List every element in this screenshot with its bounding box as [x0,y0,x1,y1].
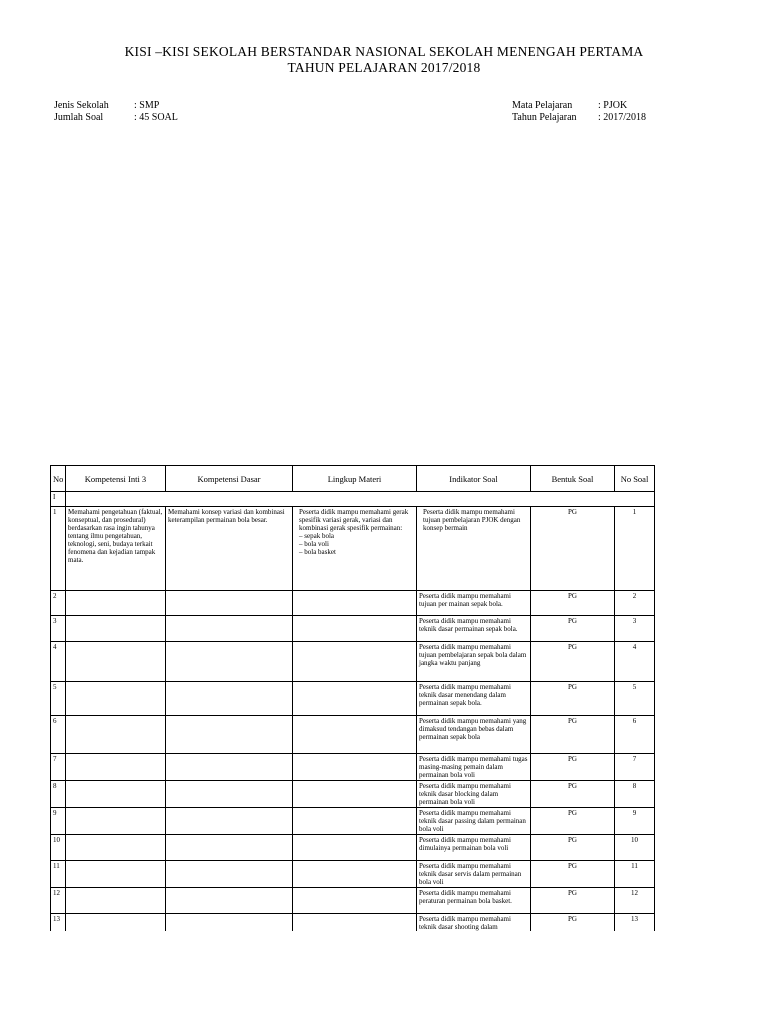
cell-indikator: Peserta didik mampu memahami tujuan pembelajaran PJOK dengan konsep bermain [417,507,531,591]
cell-no: 12 [51,888,66,914]
cell-materi [293,781,417,808]
cell-no: 13 [51,914,66,941]
table-row [51,781,655,808]
cell-bentuk: PG [531,754,615,781]
meta-subject [512,100,627,112]
cell-kd [166,781,293,808]
cell-kd [166,754,293,781]
cell-ki3 [66,754,166,781]
cell-ki3: Memahami pengetahuan (faktual, konseptual, dan prosedural) berdasarkan rasa ingin tahunya tentang ilmu pengetahuan, teknologi, seni, budaya terkait fenomena dan kejadian tampak mata. [66,507,166,591]
meta-value: : SMP [134,100,160,111]
cell-indikator: Peserta didik mampu memahami yang dimaksud tendangan bebas dalam permainan sepak bola [417,716,531,754]
cell-materi [293,861,417,888]
cell-kd [166,682,293,716]
cell-nosoal: 1 [615,507,655,591]
header-materi: Lingkup Materi [293,466,417,492]
cell-materi [293,754,417,781]
cell-indikator: Peserta didik mampu memahami tujuan pembelajaran sepak bola dalam jangka waktu panjang [417,642,531,682]
header-ki3: Kompetensi Inti 3 [66,466,166,492]
cell-nosoal: 8 [615,781,655,808]
meta-value: : 2017/2018 [598,112,647,123]
cell-materi [293,808,417,835]
cell-bentuk: PG [531,808,615,835]
header-nosoal: No Soal [615,466,655,492]
cell-kd [166,835,293,861]
cell-materi [293,888,417,914]
table-row [51,642,655,682]
cell-materi [293,835,417,861]
cell-bentuk: PG [531,781,615,808]
cell-nosoal: 11 [615,861,655,888]
cell-materi [293,591,417,616]
table-row [51,682,655,716]
cell-indikator: Peserta didik mampu memahami teknik dasar servis dalam permainan bola voli [417,861,531,888]
cell-ki3 [66,808,166,835]
cell-indikator: Peserta didik mampu memahami teknik dasar menendang dalam permainan sepak bola. [417,682,531,716]
meta-label: Mata Pelajaran [512,100,573,111]
cell-nosoal: 12 [615,888,655,914]
cell-nosoal: 9 [615,808,655,835]
cell-nosoal: 10 [615,835,655,861]
cell-no: 1 [51,507,66,591]
meta-academic-year [512,112,646,124]
cell-kd: Memahami konsep variasi dan kombinasi keterampilan permainan bola besar. [166,507,293,591]
cell-no: 3 [51,616,66,642]
cell-kd [166,591,293,616]
table-row [51,754,655,781]
cell-bentuk: PG [531,507,615,591]
group-empty-cell [66,492,655,507]
cell-no: 4 [51,642,66,682]
meta-label: Tahun Pelajaran [512,112,577,123]
table-row [51,861,655,888]
cell-nosoal: 3 [615,616,655,642]
cell-indikator: Peserta didik mampu memahami teknik dasar passing dalam permainan bola voli [417,808,531,835]
header-kd: Kompetensi Dasar [166,466,293,492]
meta-school-type [54,100,159,112]
cell-nosoal: 5 [615,682,655,716]
cell-indikator: Peserta didik mampu memahami teknik dasar shooting dalam [417,914,531,941]
cell-materi [293,716,417,754]
cell-nosoal: 2 [615,591,655,616]
table-header-row [51,466,655,492]
header-bentuk: Bentuk Soal [531,466,615,492]
cell-indikator: Peserta didik mampu memahami teknik dasar permainan sepak bola. [417,616,531,642]
cell-nosoal: 6 [615,716,655,754]
cell-ki3 [66,888,166,914]
group-row [51,492,655,507]
cell-ki3 [66,591,166,616]
cell-kd [166,616,293,642]
cell-materi [293,682,417,716]
kisi-kisi-table [50,465,655,941]
cell-kd [166,808,293,835]
cell-bentuk: PG [531,591,615,616]
cell-nosoal: 7 [615,754,655,781]
table-row [51,716,655,754]
cell-ki3 [66,716,166,754]
cell-indikator: Peserta didik mampu memahami teknik dasar blocking dalam permainan bola voli [417,781,531,808]
cell-no: 7 [51,754,66,781]
meta-value: : PJOK [598,100,628,111]
materi-item: – bola voli [299,540,329,548]
page-bottom-margin [0,931,768,1024]
meta-label: Jenis Sekolah [54,100,109,111]
table-row [51,835,655,861]
group-label: I [51,492,66,507]
cell-no: 9 [51,808,66,835]
cell-ki3 [66,781,166,808]
cell-materi [293,642,417,682]
cell-bentuk: PG [531,716,615,754]
document-title-line-2: TAHUN PELAJARAN 2017/2018 [287,60,481,75]
cell-ki3 [66,835,166,861]
cell-bentuk: PG [531,914,615,941]
cell-bentuk: PG [531,642,615,682]
table-row [51,616,655,642]
materi-item: – sepak bola [299,532,334,540]
cell-kd [166,888,293,914]
cell-indikator: Peserta didik mampu memahami dimulainya permainan bola voli [417,835,531,861]
cell-indikator: Peserta didik mampu memahami tugas masing-masing pemain dalam permainan bola voli [417,754,531,781]
cell-nosoal: 13 [615,914,655,941]
meta-label: Jumlah Soal [54,112,104,123]
cell-no: 2 [51,591,66,616]
cell-ki3 [66,616,166,642]
meta-question-count [54,112,178,124]
table-row [51,591,655,616]
cell-kd [166,861,293,888]
cell-bentuk: PG [531,682,615,716]
document-title-line-1: KISI –KISI SEKOLAH BERSTANDAR NASIONAL SEKOLAH MENENGAH PERTAMA [124,44,644,59]
cell-materi [293,507,417,591]
cell-no: 11 [51,861,66,888]
materi-item: – bola basket [299,548,336,556]
cell-ki3 [66,642,166,682]
cell-ki3 [66,682,166,716]
cell-kd [166,642,293,682]
table-row [51,808,655,835]
table-row [51,888,655,914]
cell-bentuk: PG [531,616,615,642]
meta-value: : 45 SOAL [134,112,178,123]
table-row [51,507,655,591]
header-indikator: Indikator Soal [417,466,531,492]
cell-no: 6 [51,716,66,754]
cell-no: 10 [51,835,66,861]
cell-ki3 [66,861,166,888]
cell-bentuk: PG [531,888,615,914]
materi-intro: Peserta didik mampu memahami gerak spesifik variasi gerak, variasi dan kombinasi gerak spesifik permainan: [299,508,409,532]
header-no: No [51,466,66,492]
cell-no: 5 [51,682,66,716]
cell-bentuk: PG [531,835,615,861]
cell-indikator: Peserta didik mampu memahami tujuan per mainan sepak bola. [417,591,531,616]
cell-no: 8 [51,781,66,808]
cell-materi [293,616,417,642]
cell-indikator: Peserta didik mampu memahami peraturan permainan bola basket. [417,888,531,914]
cell-nosoal: 4 [615,642,655,682]
cell-kd [166,716,293,754]
cell-bentuk: PG [531,861,615,888]
